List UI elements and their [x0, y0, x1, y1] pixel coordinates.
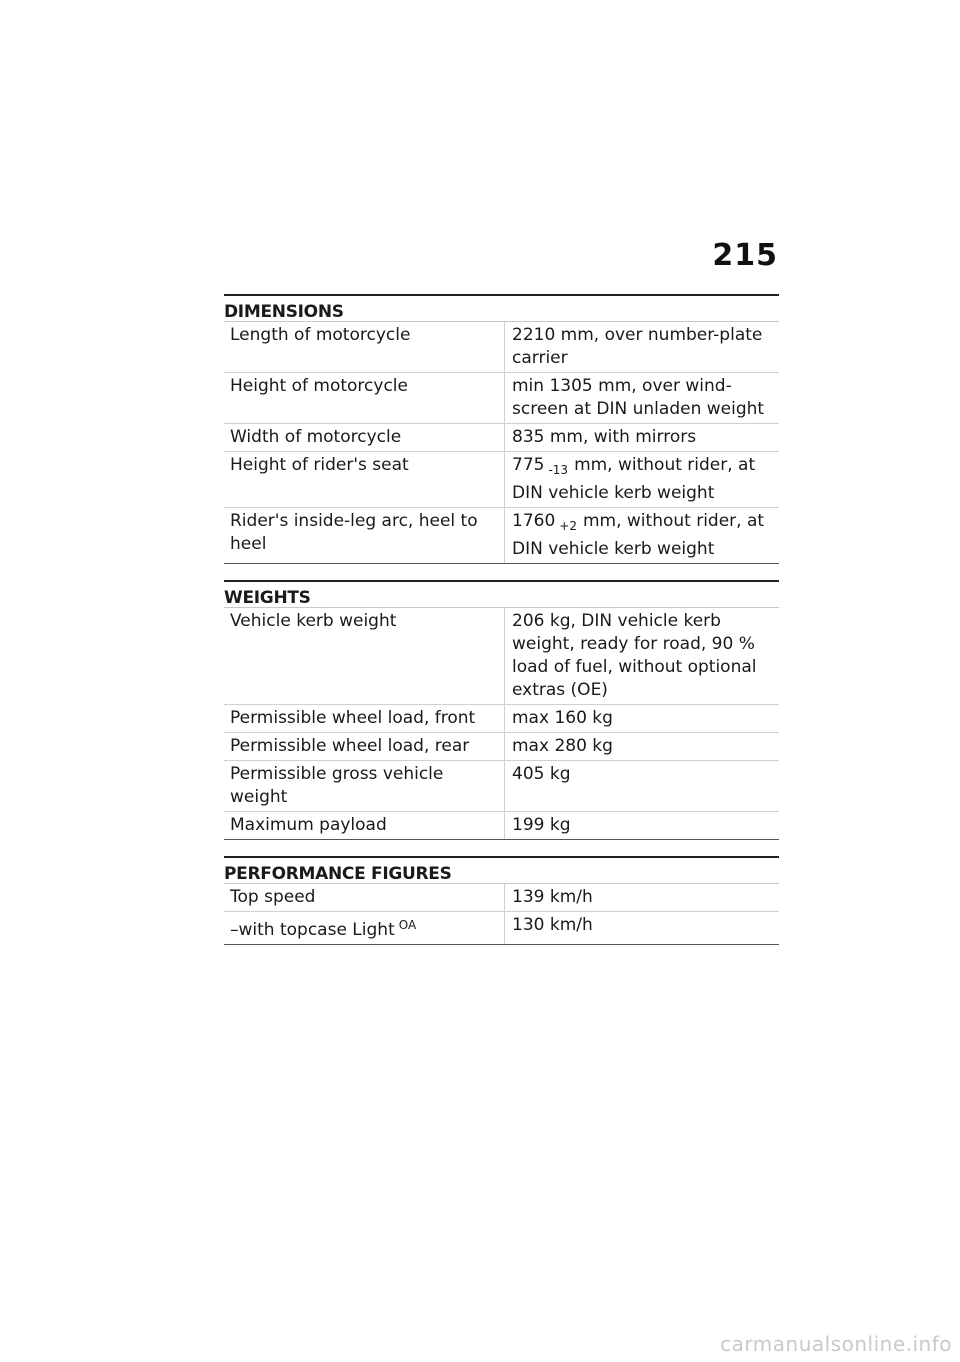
section-title-performance: PERFORMANCE FIGURES: [224, 856, 779, 884]
table-row: [224, 761, 779, 812]
table-row: [224, 884, 779, 912]
row-label: Width of motorcycle: [224, 424, 505, 452]
row-label: Top speed: [224, 884, 505, 912]
row-label: Length of motorcycle: [224, 322, 505, 373]
dimensions-section: [224, 294, 779, 564]
table-row: [224, 508, 779, 564]
row-value: 835 mm, with mirrors: [505, 424, 780, 452]
spec-content: [224, 294, 779, 961]
row-value: 130 km/h: [505, 912, 780, 945]
row-value: max 280 kg: [505, 733, 780, 761]
label-main: –with topcase Light: [230, 920, 395, 940]
table-row: [224, 705, 779, 733]
performance-section: [224, 856, 779, 945]
tolerance: -13: [548, 463, 569, 477]
value-rest: mm, without rider, at DIN vehicle kerb weight: [512, 455, 756, 503]
value-rest: mm, without rider, at DIN vehicle kerb weight: [512, 511, 765, 559]
page-number: 215: [712, 238, 778, 273]
row-label: Permissible wheel load, rear: [224, 733, 505, 761]
row-value: [505, 508, 780, 564]
table-row: [224, 373, 779, 424]
row-value: 2210 mm, over number-plate carrier: [505, 322, 780, 373]
table-row: [224, 912, 779, 945]
table-row: [224, 812, 779, 840]
table-row: [224, 733, 779, 761]
row-label: Height of motorcycle: [224, 373, 505, 424]
row-value: max 160 kg: [505, 705, 780, 733]
table-row: [224, 452, 779, 508]
row-label: Rider's inside-leg arc, heel to heel: [224, 508, 505, 564]
table-row: [224, 608, 779, 705]
tolerance: +2: [559, 519, 577, 533]
row-value: [505, 452, 780, 508]
weights-table: [224, 608, 779, 840]
value-main: 1760: [512, 511, 556, 531]
dimensions-table: [224, 322, 779, 564]
row-label: Permissible gross vehicle weight: [224, 761, 505, 812]
row-value: 139 km/h: [505, 884, 780, 912]
row-value: 199 kg: [505, 812, 780, 840]
row-value: min 1305 mm, over wind-screen at DIN unladen weight: [505, 373, 780, 424]
row-value: 405 kg: [505, 761, 780, 812]
weights-section: [224, 580, 779, 840]
value-main: 775: [512, 455, 545, 475]
table-row: [224, 322, 779, 373]
section-title-dimensions: DIMENSIONS: [224, 294, 779, 322]
row-label: Vehicle kerb weight: [224, 608, 505, 705]
performance-table: [224, 884, 779, 945]
row-label: [224, 912, 505, 945]
row-value: 206 kg, DIN vehicle kerb weight, ready for road, 90 % load of fuel, without optional extras (OE): [505, 608, 780, 705]
optional-accessory-marker: OA: [398, 918, 417, 932]
section-title-weights: WEIGHTS: [224, 580, 779, 608]
row-label: Height of rider's seat: [224, 452, 505, 508]
site-watermark: carmanualsonline.info: [720, 1332, 952, 1356]
table-row: [224, 424, 779, 452]
row-label: Maximum payload: [224, 812, 505, 840]
row-label: Permissible wheel load, front: [224, 705, 505, 733]
